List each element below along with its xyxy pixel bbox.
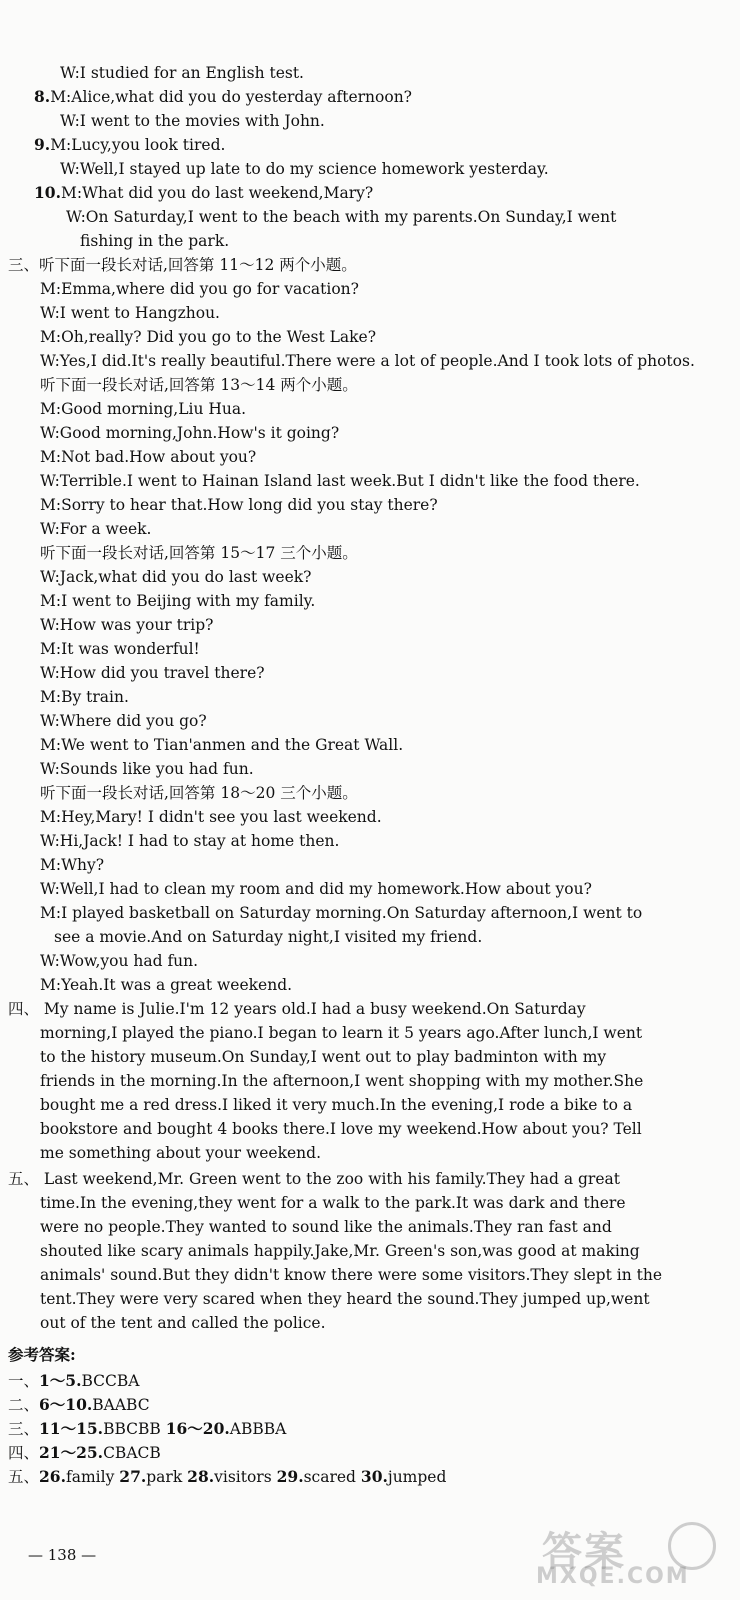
- text-line: [80, 230, 229, 252]
- question-number: 10.: [34, 183, 61, 202]
- answer-number: 11～15.: [39, 1419, 104, 1438]
- text-line: [40, 590, 315, 612]
- line-text: M:Yeah.It was a great weekend.: [40, 976, 293, 994]
- answer-value: jumped: [387, 1468, 447, 1486]
- line-text: M:Sorry to hear that.How long did you stay there?: [40, 496, 438, 514]
- text-line: [40, 1288, 650, 1310]
- line-text: time.In the evening,they went for a walk to the park.It was dark and there: [40, 1194, 626, 1212]
- text-line: [40, 1192, 626, 1214]
- text-line: [40, 1142, 321, 1164]
- answer-value: BBCBB: [103, 1420, 161, 1438]
- text-line: [40, 1216, 612, 1238]
- text-line: [40, 1022, 642, 1044]
- line-text: W:Yes,I did.It's really beautiful.There were a lot of people.And I took lots of photos.: [40, 352, 695, 370]
- answer-row: [8, 1442, 161, 1464]
- text-line: [40, 422, 339, 444]
- text-line: [40, 686, 129, 708]
- text-line: [40, 710, 207, 732]
- text-line: [40, 1264, 662, 1286]
- text-line: [54, 926, 482, 948]
- line-text: M:Emma,where did you go for vacation?: [40, 280, 359, 298]
- line-text: morning,I played the piano.I began to learn it 5 years ago.After lunch,I went: [40, 1024, 643, 1042]
- line-text: me something about your weekend.: [40, 1144, 322, 1162]
- line-text: W:How was your trip?: [40, 616, 214, 634]
- line-text: M:Not bad.How about you?: [40, 448, 257, 466]
- text-line: [40, 566, 311, 588]
- text-line: [40, 1312, 326, 1334]
- answer-value: park: [146, 1468, 183, 1486]
- text-line: [66, 206, 616, 228]
- text-line: [40, 854, 104, 876]
- text-line: [40, 1094, 632, 1116]
- watermark-logo: [532, 1520, 722, 1589]
- answer-number: 26.: [39, 1467, 66, 1486]
- answer-number: 29.: [276, 1467, 304, 1486]
- text-line: [40, 278, 359, 300]
- text-line: [40, 758, 254, 780]
- text-line: [60, 110, 325, 132]
- text-line: [40, 902, 642, 924]
- line-text: W:Terrible.I went to Hainan Island last week.But I didn't like the food there.: [40, 472, 640, 490]
- line-text: M:Good morning,Liu Hua.: [40, 400, 247, 418]
- text-line: [40, 446, 256, 468]
- line-text: W:Sounds like you had fun.: [40, 760, 254, 778]
- line-text: M:Hey,Mary! I didn't see you last weekend.: [40, 808, 382, 826]
- text-line: [8, 1168, 620, 1190]
- line-text: animals' sound.But they didn't know there were some visitors.They slept in the: [40, 1266, 663, 1284]
- line-text: M:Oh,really? Did you go to the West Lake?: [40, 328, 377, 346]
- text-line: [40, 806, 382, 828]
- text-line: [40, 782, 358, 804]
- text-line: [40, 662, 265, 684]
- answer-number: 21～25.: [39, 1443, 104, 1462]
- line-text: W:Wow,you had fun.: [40, 952, 199, 970]
- line-text: M:It was wonderful!: [40, 640, 200, 658]
- text-line: [34, 86, 412, 108]
- line-text: W:Jack,what did you do last week?: [40, 568, 312, 586]
- answer-row: [8, 1418, 286, 1440]
- answer-section-label: 三、: [8, 1420, 40, 1438]
- text-line: [40, 518, 151, 540]
- answer-value: scared: [303, 1468, 356, 1486]
- answer-number: 6～10.: [39, 1395, 93, 1414]
- answer-value: family: [65, 1468, 115, 1486]
- line-text: bookstore and bought 4 books there.I love my weekend.How about you? Tell: [40, 1120, 642, 1138]
- answer-section-label: 四、: [8, 1444, 40, 1462]
- answer-row: [8, 1394, 150, 1416]
- line-text: M:I played basketball on Saturday morning.On Saturday afternoon,I went to: [40, 904, 643, 922]
- line-text: M:I went to Beijing with my family.: [40, 592, 316, 610]
- line-text: 听下面一段长对话,回答第 18～20 三个小题。: [40, 784, 358, 802]
- line-text: 听下面一段长对话,回答第 15～17 三个小题。: [40, 544, 358, 562]
- text-line: [40, 734, 403, 756]
- answer-row: [8, 1466, 446, 1488]
- text-line: [40, 1240, 640, 1262]
- text-line: [34, 134, 225, 156]
- line-text: 听下面一段长对话,回答第 13～14 两个小题。: [40, 376, 358, 394]
- line-text: M:What did you do last weekend,Mary?: [60, 184, 374, 202]
- line-text: W:I went to the movies with John.: [60, 112, 325, 130]
- line-text: W:I went to Hangzhou.: [40, 304, 220, 322]
- text-line: [40, 830, 339, 852]
- watermark-circle-icon: [668, 1522, 716, 1570]
- line-text: M:Alice,what did you do yesterday afternoon?: [50, 88, 412, 106]
- line-text: shouted like scary animals happily.Jake,Mr. Green's son,was good at making: [40, 1242, 640, 1260]
- line-text: W:On Saturday,I went to the beach with my parents.On Sunday,I went: [66, 208, 617, 226]
- line-text: bought me a red dress.I liked it very much.In the evening,I rode a bike to a: [40, 1096, 633, 1114]
- text-line: [40, 1118, 642, 1140]
- answer-value: CBACB: [103, 1444, 161, 1462]
- text-line: [40, 398, 246, 420]
- line-text: W:For a week.: [40, 520, 152, 538]
- text-line: [40, 374, 358, 396]
- line-text: W:Where did you go?: [40, 712, 207, 730]
- answer-number: 1～5.: [39, 1371, 82, 1390]
- line-text: W:Hi,Jack! I had to stay at home then.: [40, 832, 340, 850]
- line-text: 四、 My name is Julie.I'm 12 years old.I had a busy weekend.On Saturday: [8, 1000, 586, 1018]
- answer-number: 30.: [360, 1467, 388, 1486]
- line-text: M:Lucy,you look tired.: [50, 136, 226, 154]
- text-line: [40, 494, 438, 516]
- text-line: [40, 1070, 643, 1092]
- line-text: 三、听下面一段长对话,回答第 11～12 两个小题。: [8, 256, 357, 274]
- line-text: fishing in the park.: [80, 232, 230, 250]
- question-number: 9.: [34, 135, 51, 154]
- text-line: [60, 62, 304, 84]
- answer-value: BAABC: [92, 1396, 150, 1414]
- line-text: W:How did you travel there?: [40, 664, 265, 682]
- text-line: [40, 974, 292, 996]
- text-line: [40, 638, 200, 660]
- text-line: [40, 326, 376, 348]
- text-line: [40, 470, 640, 492]
- line-text: tent.They were very scared when they heard the sound.They jumped up,went: [40, 1290, 650, 1308]
- line-text: M:We went to Tian'anmen and the Great Wall.: [40, 736, 404, 754]
- line-text: out of the tent and called the police.: [40, 1314, 326, 1332]
- answer-section-label: 一、: [8, 1372, 40, 1390]
- text-line: [40, 302, 220, 324]
- answer-number: 28.: [187, 1467, 215, 1486]
- line-text: W:Well,I had to clean my room and did my homework.How about you?: [40, 880, 592, 898]
- line-text: friends in the morning.In the afternoon,I went shopping with my mother.She: [40, 1072, 644, 1090]
- text-line: [60, 158, 549, 180]
- watermark-top-text: 答案: [542, 1529, 626, 1575]
- text-line: [8, 254, 357, 276]
- text-line: [40, 542, 358, 564]
- line-text: M:Why?: [40, 856, 105, 874]
- answer-row: [8, 1370, 139, 1392]
- line-text: to the history museum.On Sunday,I went out to play badminton with my: [40, 1048, 607, 1066]
- line-text: W:Well,I stayed up late to do my science homework yesterday.: [60, 160, 549, 178]
- question-number: 8.: [34, 87, 51, 106]
- answer-section-label: 二、: [8, 1396, 40, 1414]
- page-number: — 138 —: [28, 1546, 97, 1564]
- answer-number: 27.: [119, 1467, 147, 1486]
- text-line: [8, 998, 586, 1020]
- text-line: [40, 950, 198, 972]
- answers-title: 参考答案:: [8, 1345, 76, 1364]
- line-text: W:Good morning,John.How's it going?: [40, 424, 340, 442]
- line-text: 五、 Last weekend,Mr. Green went to the zoo with his family.They had a great: [8, 1170, 620, 1188]
- answer-section-label: 五、: [8, 1468, 40, 1486]
- text-line: [40, 350, 695, 372]
- line-text: M:By train.: [40, 688, 129, 706]
- line-text: were no people.They wanted to sound like the animals.They ran fast and: [40, 1218, 612, 1236]
- line-text: see a movie.And on Saturday night,I visited my friend.: [54, 928, 483, 946]
- text-line: [34, 182, 373, 204]
- answer-value: visitors: [214, 1468, 272, 1486]
- watermark-bottom-text: MXQE.COM: [536, 1564, 690, 1589]
- answer-value: BCCBA: [81, 1372, 140, 1390]
- text-line: [40, 614, 213, 636]
- text-line: [40, 878, 592, 900]
- line-text: W:I studied for an English test.: [60, 64, 304, 82]
- text-line: [40, 1046, 606, 1068]
- answer-number: 16～20.: [165, 1419, 230, 1438]
- answer-value: ABBBA: [229, 1420, 287, 1438]
